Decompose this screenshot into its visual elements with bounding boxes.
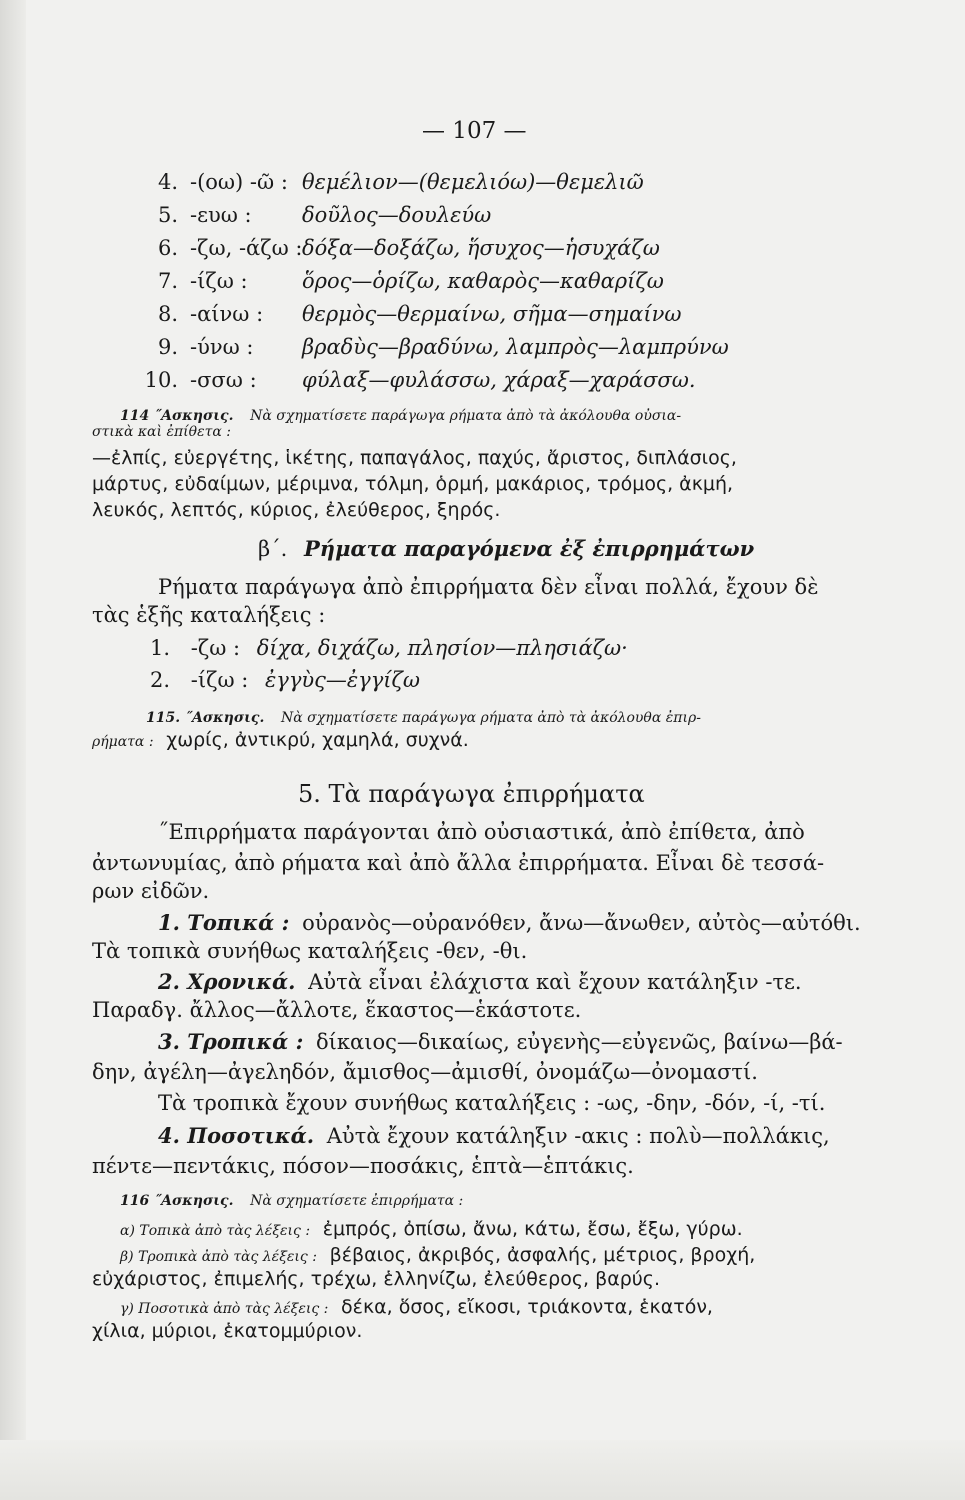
list-item: 2. -ίζω : ἐγγὺς—ἐγγίζω	[150, 668, 421, 692]
word-list-line: μάρτυς, εὐδαίμων, μέριμνα, τόλμη, ὁρμή, μακάριος, τρόμος, ἀκμή,	[92, 473, 734, 495]
paragraph-line: δην, ἀγέλη—ἀγεληδόν, ἄμισθος—ἀμισθί, ὀνομάζω—ὀνομαστί.	[92, 1060, 758, 1084]
exercise-116-a: α) Τοπικὰ ἀπὸ τὰς λέξεις : ἐμπρός, ὀπίσω, ἄνω, κάτω, ἔσω, ἔξω, γύρω.	[120, 1218, 743, 1240]
type-2-line: 2. Χρονικά. Αὐτὰ εἶναι ἐλάχιστα καὶ ἔχουν κατάληξιν -τε.	[158, 969, 802, 994]
exercise-116-b-cont: εὐχάριστος, ἐπιμελής, τρέχω, ἑλληνίζω, ἐλεύθερος, βαρύς.	[92, 1268, 660, 1290]
list-item: 6. -ζω, -άζω :δόξα—δοξάζω, ἥσυχος—ἡσυχάζω	[157, 236, 660, 260]
paragraph-line: Τὰ τροπικὰ ἔχουν συνήθως καταλήξεις : -ως, -δην, -δόν, -ί, -τί.	[158, 1091, 826, 1115]
exercise-instruction: Νὰ σχηματίσετε παράγωγα ρήματα ἀπὸ τὰ ἀκόλουθα οὐσια-	[250, 408, 682, 424]
type-1-line: 1. Τοπικά : οὐρανὸς—οὐρανόθεν, ἄνω—ἄνωθεν, αὐτὸς—αὐτόθι.	[158, 910, 861, 935]
word-list-line: λευκός, λεπτός, κύριος, ἐλεύθερος, ξηρός.	[92, 499, 501, 521]
paragraph-line: ˝Επιρρήματα παράγονται ἀπὸ οὐσιαστικά, ἀπὸ ἐπίθετα, ἀπὸ	[158, 820, 805, 844]
paragraph-line: ρων εἰδῶν.	[92, 879, 210, 903]
list-item: 1. -ζω : δίχα, διχάζω, πλησίον—πλησιάζω·	[150, 636, 628, 660]
exercise-115-words: ρήματα : χωρίς, ἀντικρύ, χαμηλά, συχνά.	[92, 729, 469, 751]
paragraph-line: πέντε—πεντάκις, πόσον—ποσάκις, ἑπτὰ—ἑπτάκις.	[92, 1154, 634, 1178]
list-item: 9. -ύνω : βραδὺς—βραδύνω, λαμπρὸς—λαμπρύνω	[157, 335, 729, 359]
list-item: 7. -ίζω : ὅρος—ὁρίζω, καθαρὸς—καθαρίζω	[157, 269, 664, 293]
exercise-116-c-cont: χίλια, μύριοι, ἑκατομμύριον.	[92, 1320, 363, 1342]
exercise-115-heading: 115. ˝Ασκησις. Νὰ σχηματίσετε παράγωγα ρήματα ἀπὸ τὰ ἀκόλουθα ἐπιρ-	[146, 710, 701, 726]
list-item: 5. -ευω : δοῦλος—δουλεύω	[157, 203, 492, 227]
section-5-title: 5. Τὰ παράγωγα ἐπιρρήματα	[298, 780, 645, 808]
paragraph-line: Παραδγ. ἄλλος—ἄλλοτε, ἕκαστος—ἑκάστοτε.	[92, 998, 582, 1022]
paragraph-line: ἀντωνυμίας, ἀπὸ ρήματα καὶ ἀπὸ ἄλλα ἐπιρρήματα. Εἶναι δὲ τεσσά-	[92, 851, 825, 875]
exercise-116-b: β) Τροπικὰ ἀπὸ τὰς λέξεις : βέβαιος, ἀκριβός, ἀσφαλής, μέτριος, βροχή,	[120, 1244, 756, 1266]
paragraph-line: Τὰ τοπικὰ συνήθως καταλήξεις -θεν, -θι.	[92, 939, 528, 963]
list-item: 10. -σσω : φύλαξ—φυλάσσω, χάραξ—χαράσσω.	[144, 368, 696, 392]
exercise-instruction-cont: στικὰ καὶ ἐπίθετα :	[92, 424, 231, 440]
list-item: 4. -(οω) -ῶ : θεμέλιον—(θεμελιόω)—θεμελιῶ	[157, 170, 644, 194]
exercise-116-heading: 116 ˝Ασκησις. Νὰ σχηματίσετε ἐπιρρήματα :	[120, 1193, 464, 1209]
page-number: — 107 —	[422, 118, 527, 144]
list-item: 8. -αίνω : θερμὸς—θερμαίνω, σῆμα—σημαίνω	[157, 302, 682, 326]
word-list-line: —ἐλπίς, εὐεργέτης, ἱκέτης, παπαγάλος, παχύς, ἄριστος, διπλάσιος,	[92, 447, 737, 469]
exercise-116-c: γ) Ποσοτικὰ ἀπὸ τὰς λέξεις : δέκα, ὅσος, εἴκοσι, τριάκοντα, ἑκατόν,	[120, 1296, 713, 1318]
type-3-line: 3. Τροπικά : δίκαιος—δικαίως, εὐγενὴς—εὐγενῶς, βαίνω—βά-	[158, 1029, 843, 1054]
paragraph-line: τὰς ἑξῆς καταλήξεις :	[92, 603, 326, 627]
exercise-114-heading	[120, 403, 681, 424]
page-bottom-margin	[0, 1440, 965, 1500]
type-4-line: 4. Ποσοτικά. Αὐτὰ ἔχουν κατάληξιν -ακις : πολὺ—πολλάκις,	[158, 1123, 830, 1148]
binding-edge	[0, 0, 26, 1500]
paragraph-line: Ρήματα παράγωγα ἀπὸ ἐπιρρήματα δὲν εἶναι πολλά, ἔχουν δὲ	[158, 575, 819, 599]
exercise-label: 114 ˝Ασκησις.	[120, 408, 234, 424]
section-b-heading: β΄. Ρήματα παραγόμενα ἐξ ἐπιρρημάτων	[258, 536, 755, 561]
